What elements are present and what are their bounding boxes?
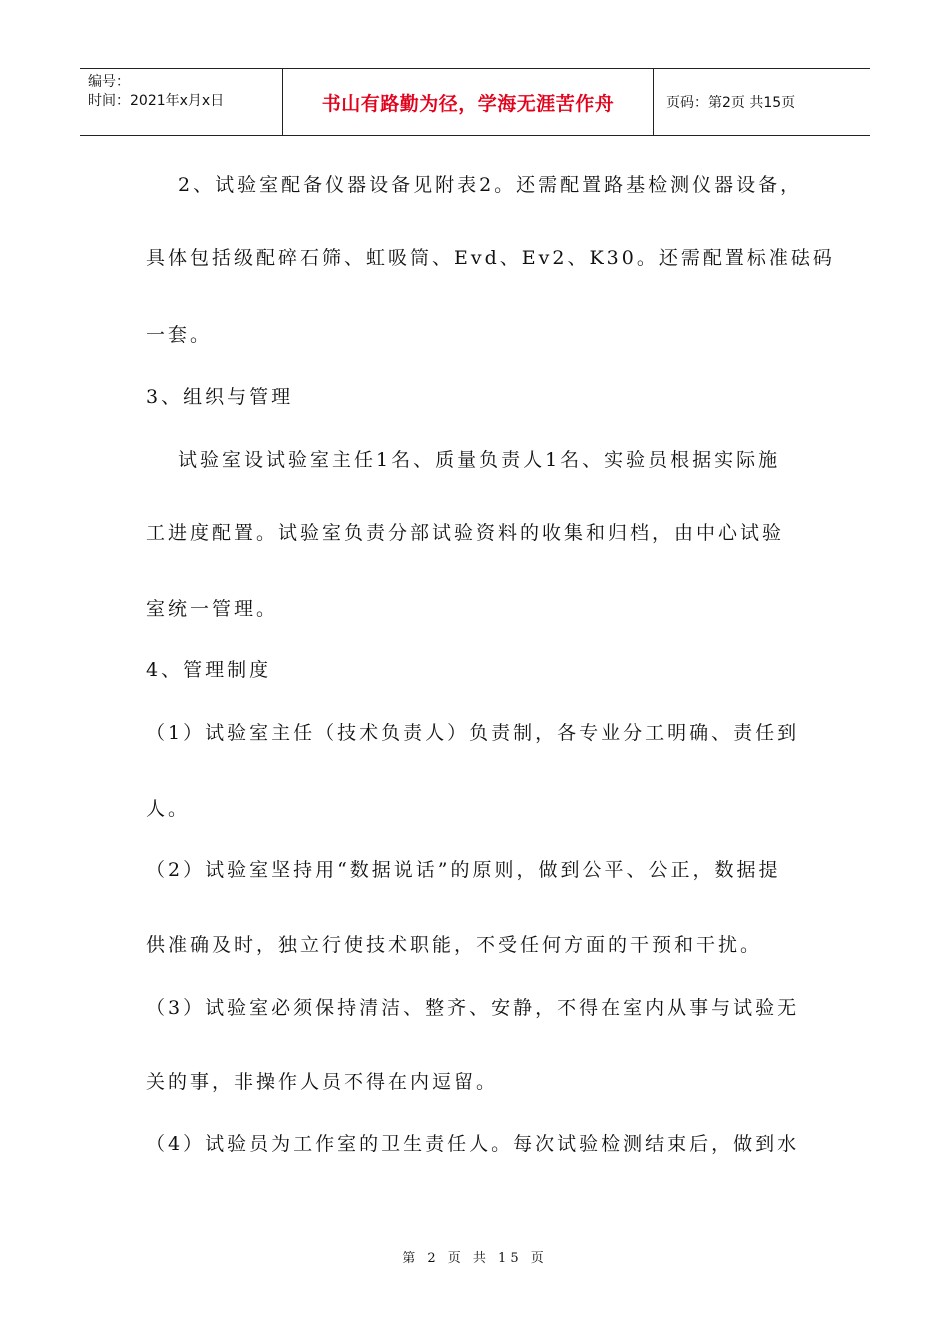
paragraph-line: 具体包括级配碎石筛、虹吸筒、Evd、Ev2、K30。还需配置标准砝码 (146, 247, 835, 269)
paragraph-line: 人。 (146, 798, 191, 820)
document-header (80, 68, 870, 136)
paragraph-line: （3）试验室必须保持清洁、整齐、安静，不得在室内从事与试验无 (146, 997, 800, 1019)
paragraph-line: 2、试验室配备仪器设备见附表2。还需配置路基检测仪器设备， (178, 174, 803, 196)
header-motto-cell (283, 69, 654, 135)
paragraph-line: 一套。 (146, 324, 213, 346)
document-date-label: 时间：2021年x月x日 (88, 93, 225, 109)
paragraph-line: 关的事，非操作人员不得在内逗留。 (146, 1071, 499, 1093)
document-number-label: 编号： (88, 74, 130, 90)
paragraph-line: （2）试验室坚持用“数据说话”的原则，做到公平、公正，数据提 (146, 859, 781, 881)
page-footer: 第 2 页 共 15 页 (402, 1251, 548, 1266)
section-heading: 4、管理制度 (146, 659, 272, 681)
header-meta-cell (80, 69, 283, 135)
header-page-cell (654, 69, 870, 135)
paragraph-line: 试验室设试验室主任1名、质量负责人1名、实验员根据实际施 (178, 449, 781, 471)
paragraph-line: 供准确及时，独立行使技术职能，不受任何方面的干预和干扰。 (146, 934, 763, 956)
paragraph-line: 室统一管理。 (146, 598, 279, 620)
header-motto: 书山有路勤为径，学海无涯苦作舟 (321, 92, 615, 115)
paragraph-line: （1）试验室主任（技术负责人）负责制，各专业分工明确、责任到 (146, 722, 800, 744)
header-page-info: 页码：第2页 共15页 (666, 95, 796, 111)
section-heading: 3、组织与管理 (146, 386, 294, 408)
paragraph-line: （4）试验员为工作室的卫生责任人。每次试验检测结束后，做到水 (146, 1133, 800, 1155)
paragraph-line: 工进度配置。试验室负责分部试验资料的收集和归档，由中心试验 (146, 522, 785, 544)
